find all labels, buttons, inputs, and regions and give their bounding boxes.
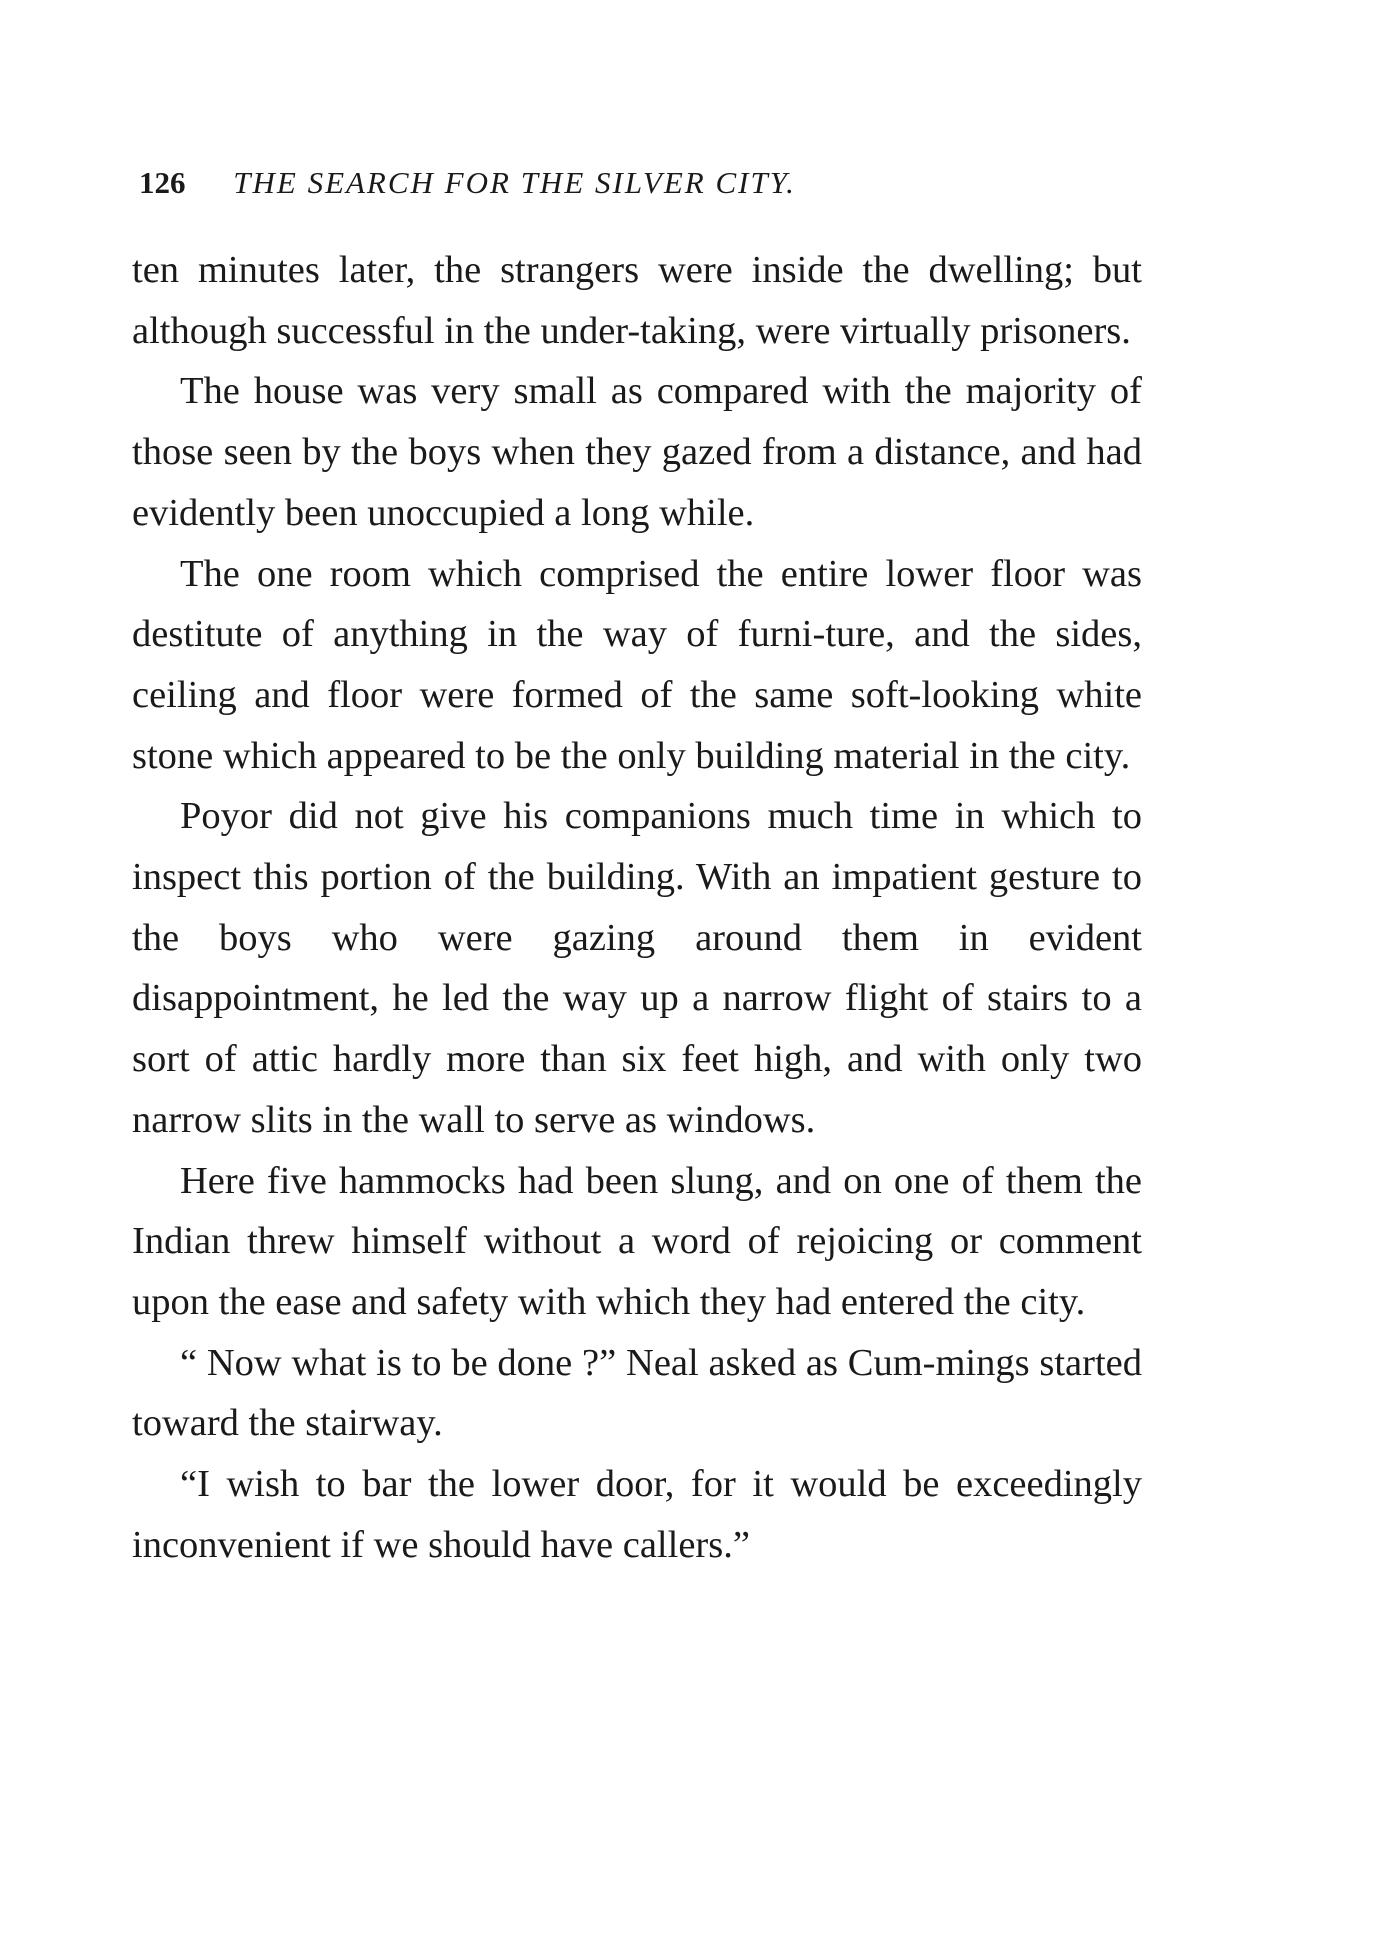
paragraph-3: The one room which comprised the entire lower floor was destitute of anything in the way of furni-ture, and the sides, ceiling and floor were formed of the same soft-looking white stone which appeared to be the only building material in the city.	[132, 552, 1142, 777]
running-head	[139, 158, 1139, 208]
body-text	[132, 240, 1142, 1575]
paragraph-5: Here five hammocks had been slung, and on one of them the Indian threw himself without a word of rejoicing or comment upon the ease and safety with which they had entered the city.	[132, 1159, 1142, 1323]
paragraph-7: “I wish to bar the lower door, for it would be exceedingly inconvenient if we should have callers.”	[132, 1463, 1142, 1566]
paragraph-2: The house was very small as compared with the majority of those seen by the boys when they gazed from a distance, and had evidently been unoccupied a long while.	[132, 370, 1142, 534]
page-number: 126	[139, 165, 186, 200]
paragraph-4: Poyor did not give his companions much time in which to inspect this portion of the building. With an impatient gesture to the boys who were gazing around them in evident disappointment, he led the way up a narrow flight of stairs to a sort of attic hardly more than six feet high, and with only two narrow slits in the wall to serve as windows.	[132, 795, 1142, 1141]
running-title: THE SEARCH FOR THE SILVER CITY.	[233, 165, 796, 200]
paragraph-6: “ Now what is to be done ?” Neal asked as Cum-mings started toward the stairway.	[132, 1341, 1142, 1445]
paragraph-1: ten minutes later, the strangers were inside the dwelling; but although successful in the under-taking, were virtually prisoners.	[132, 249, 1142, 352]
